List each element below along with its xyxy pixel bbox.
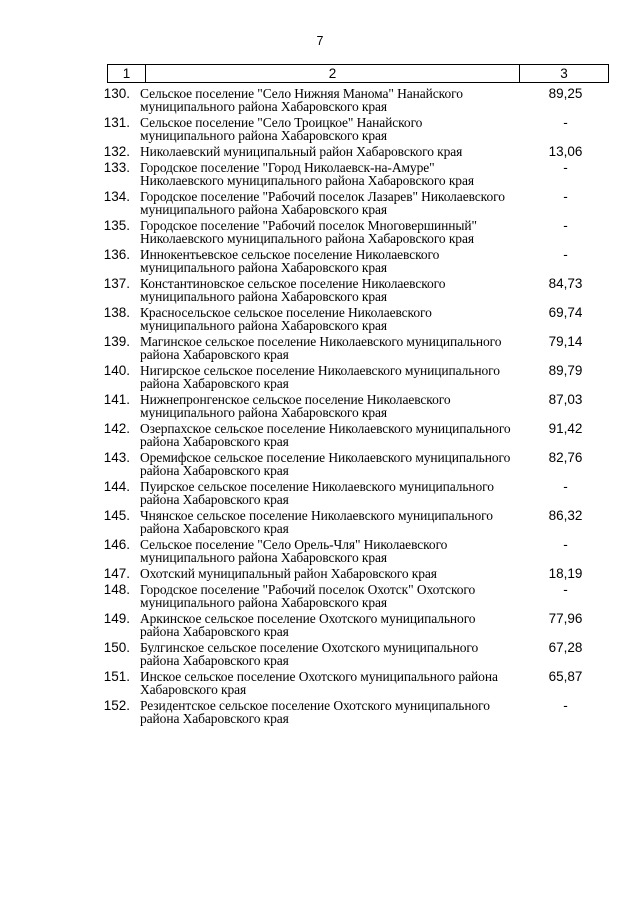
table-row xyxy=(0,248,640,274)
row-number: 151. xyxy=(103,669,130,684)
row-value: 67,28 xyxy=(548,640,583,655)
table-row xyxy=(0,612,640,638)
table-row xyxy=(0,670,640,696)
row-number: 143. xyxy=(103,450,130,465)
row-number: 152. xyxy=(103,698,130,713)
row-value: 84,73 xyxy=(548,276,583,291)
page-number: 7 xyxy=(316,34,324,48)
row-number: 141. xyxy=(103,392,130,407)
row-number: 131. xyxy=(103,115,130,130)
row-name: Аркинское сельское поселение Охотского муниципального района Хабаровского края xyxy=(140,611,476,639)
row-value: 13,06 xyxy=(548,144,583,159)
row-number: 138. xyxy=(103,305,130,320)
row-number: 139. xyxy=(103,334,130,349)
table-row xyxy=(0,538,640,564)
row-name: Городское поселение "Рабочий поселок Многовершинный" Николаевского муниципального района Хабаровского края xyxy=(140,218,477,246)
table-row xyxy=(0,87,640,113)
row-value: 79,14 xyxy=(548,334,583,349)
row-value: 18,19 xyxy=(548,566,583,581)
header-col-2: 2 xyxy=(146,65,520,82)
row-name: Нижнепронгенское сельское поселение Николаевского муниципального района Хабаровского края xyxy=(140,392,451,420)
table-row xyxy=(0,567,640,580)
row-value: 69,74 xyxy=(548,305,583,320)
table-row xyxy=(0,364,640,390)
row-value: 91,42 xyxy=(548,421,583,436)
row-value: 77,96 xyxy=(548,611,583,626)
row-number: 133. xyxy=(103,160,130,175)
row-name: Городское поселение "Рабочий поселок Охотск" Охотского муниципального района Хабаровского края xyxy=(140,582,476,610)
table-row xyxy=(0,277,640,303)
row-number: 136. xyxy=(103,247,130,262)
row-number: 147. xyxy=(103,566,130,581)
row-name: Охотский муниципальный район Хабаровского края xyxy=(140,566,437,581)
row-value: - xyxy=(563,218,568,233)
table-row xyxy=(0,480,640,506)
row-value: - xyxy=(563,698,568,713)
table-row xyxy=(0,306,640,332)
table-row xyxy=(0,509,640,535)
table-body xyxy=(0,87,640,728)
row-name: Пуирское сельское поселение Николаевского муниципального района Хабаровского края xyxy=(140,479,494,507)
table-row xyxy=(0,422,640,448)
row-number: 140. xyxy=(103,363,130,378)
header-col-1: 1 xyxy=(108,65,146,82)
row-value: - xyxy=(563,115,568,130)
table-row xyxy=(0,190,640,216)
row-number: 145. xyxy=(103,508,130,523)
row-number: 132. xyxy=(103,144,130,159)
row-value: 87,03 xyxy=(548,392,583,407)
table-header xyxy=(107,64,609,83)
row-value: 82,76 xyxy=(548,450,583,465)
row-number: 135. xyxy=(103,218,130,233)
row-value: 86,32 xyxy=(548,508,583,523)
row-number: 148. xyxy=(103,582,130,597)
row-name: Магинское сельское поселение Николаевского муниципального района Хабаровского края xyxy=(140,334,502,362)
row-name: Городское поселение "Город Николаевск-на-Амуре" Николаевского муниципального района Хабаровского края xyxy=(140,160,474,188)
table-row xyxy=(0,583,640,609)
row-value: 65,87 xyxy=(548,669,583,684)
row-value: - xyxy=(563,189,568,204)
row-name: Резидентское сельское поселение Охотского муниципального района Хабаровского края xyxy=(140,698,490,726)
table-row xyxy=(0,335,640,361)
row-value: - xyxy=(563,479,568,494)
row-number: 146. xyxy=(103,537,130,552)
row-number: 150. xyxy=(103,640,130,655)
table-row xyxy=(0,219,640,245)
row-name: Булгинское сельское поселение Охотского муниципального района Хабаровского края xyxy=(140,640,479,668)
table-row xyxy=(0,451,640,477)
row-name: Николаевский муниципальный район Хабаровского края xyxy=(140,144,463,159)
row-name: Иннокентьевское сельское поселение Николаевского муниципального района Хабаровского края xyxy=(140,247,440,275)
row-number: 149. xyxy=(103,611,130,626)
table-row xyxy=(0,161,640,187)
row-name: Константиновское сельское поселение Николаевского муниципального района Хабаровского края xyxy=(140,276,446,304)
table-row xyxy=(0,699,640,725)
row-value: - xyxy=(563,247,568,262)
row-value: 89,79 xyxy=(548,363,583,378)
row-name: Городское поселение "Рабочий поселок Лазарев" Николаевского муниципального района Хабаровского края xyxy=(140,189,505,217)
row-number: 144. xyxy=(103,479,130,494)
row-name: Сельское поселение "Село Орель-Чля" Николаевского муниципального района Хабаровского края xyxy=(140,537,448,565)
header-col-3: 3 xyxy=(560,66,568,81)
table-row xyxy=(0,641,640,667)
row-name: Красносельское сельское поселение Николаевского муниципального района Хабаровского края xyxy=(140,305,432,333)
row-number: 142. xyxy=(103,421,130,436)
table-row xyxy=(0,145,640,158)
row-name: Озерпахское сельское поселение Николаевского муниципального района Хабаровского края xyxy=(140,421,511,449)
row-value: 89,25 xyxy=(548,86,583,101)
table-row xyxy=(0,393,640,419)
row-number: 130. xyxy=(103,86,130,101)
row-name: Оремифское сельское поселение Николаевского муниципального района Хабаровского края xyxy=(140,450,511,478)
row-name: Сельское поселение "Село Троицкое" Нанайского муниципального района Хабаровского края xyxy=(140,115,423,143)
row-name: Нигирское сельское поселение Николаевского муниципального района Хабаровского края xyxy=(140,363,500,391)
row-value: - xyxy=(563,582,568,597)
row-value: - xyxy=(563,160,568,175)
row-name: Сельское поселение "Село Нижняя Манома" Нанайского муниципального района Хабаровского края xyxy=(140,86,463,114)
row-number: 134. xyxy=(103,189,130,204)
row-name: Чнянское сельское поселение Николаевского муниципального района Хабаровского края xyxy=(140,508,493,536)
table-row xyxy=(0,116,640,142)
row-value: - xyxy=(563,537,568,552)
row-name: Инское сельское поселение Охотского муниципального района Хабаровского края xyxy=(140,669,498,697)
row-number: 137. xyxy=(103,276,130,291)
